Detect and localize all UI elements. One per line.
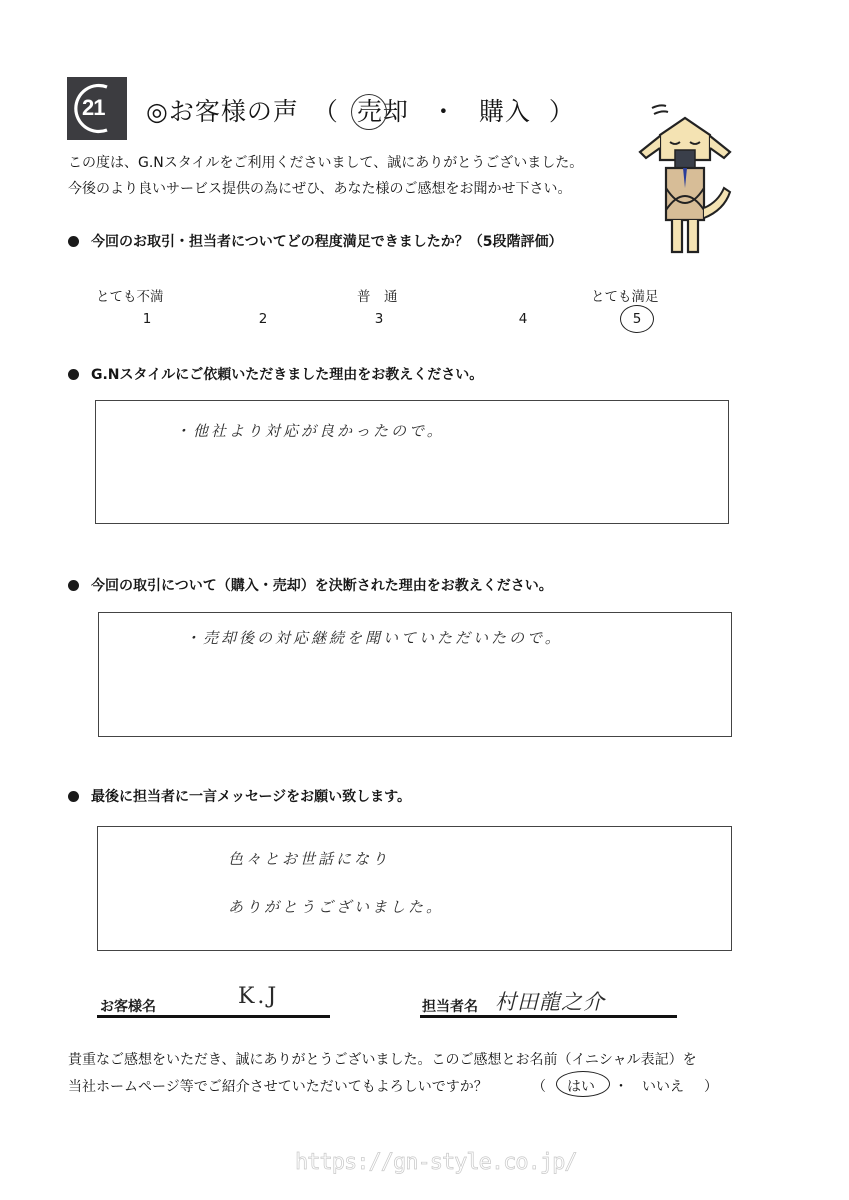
answer-1-text: ・他社より対応が良かったので。 [175,422,445,440]
consent-line-2: 当社ホームページ等でご紹介させていただいてもよろしいですか？ [68,1079,488,1095]
selected-circle-mark [351,94,387,130]
footer-url-watermark: https://gn-style.co.jp/ [295,1150,577,1175]
question-2-text: G.Nスタイルにご依頼いただきました理由をお教えください。 [91,367,484,383]
dog-mascot-bowing-icon [630,100,740,260]
question-1-text: 今回のお取引・担当者についてどの程度満足できましたか？（5段階評価） [91,234,563,250]
consent-no-option[interactable]: いいえ [642,1079,684,1095]
scale-mid-label: 普 通 [357,289,398,305]
staff-name-underline [420,1015,677,1018]
option-sell[interactable] [357,97,409,126]
consent-yes-option[interactable]: はい [567,1079,595,1095]
scale-option-1[interactable]: 1 [142,311,152,327]
century21-logo [67,77,127,140]
customer-name-underline [97,1015,330,1018]
title-paren-close: ） [548,97,575,126]
scale-option-2[interactable]: 2 [258,311,268,327]
option-sell-label: 売却 [356,97,409,126]
page-title [146,92,589,128]
answer-box-3[interactable] [97,826,732,951]
consent-line-1: 貴重なご感想をいただき、誠にありがとうございました。このご感想とお名前（イニシャル表記）を [68,1052,697,1068]
answer-2-text: ・売却後の対応継続を聞いていただいたので。 [185,629,563,647]
question-4-text: 最後に担当者に一言メッセージをお願い致します。 [91,789,412,805]
scale-option-5[interactable]: 5 [632,311,642,327]
consent-separator: ・ [614,1079,628,1095]
selected-rating-circle-mark [620,305,654,333]
question-3-text: 今回の取引について（購入・売却）を決断された理由をお教えください。 [91,578,553,594]
intro-line-1: この度は、G.Nスタイルをご利用くださいまして、誠にありがとうございました。 [68,155,584,171]
question-1-label [68,231,562,251]
title-separator: ・ [430,97,457,126]
scale-low-label: とても不満 [96,289,164,305]
option-buy[interactable]: 購入 [478,97,531,126]
scale-option-4[interactable]: 4 [518,311,528,327]
customer-name-label: お客様名 [100,999,156,1015]
answer-box-1[interactable] [95,400,729,524]
bullet-icon [68,236,79,247]
scale-high-label: とても満足 [591,289,659,305]
customer-name-value[interactable]: K.J [238,984,280,1009]
staff-name-value[interactable]: 村田龍之介 [495,990,605,1014]
title-prefix: ◎お客様の声 [146,97,299,126]
answer-3-line-1: 色々とお世話になり [228,850,391,868]
logo-text: 21 [82,95,105,120]
question-3-label [68,575,553,595]
title-paren-open: （ [312,97,339,126]
consent-paren-open: （ [532,1079,546,1095]
bullet-icon [68,791,79,802]
staff-name-label: 担当者名 [422,999,478,1015]
bullet-icon [68,580,79,591]
question-4-label [68,786,411,806]
scale-option-3[interactable]: 3 [374,311,384,327]
consent-selected-circle-mark [556,1071,610,1097]
intro-line-2: 今後のより良いサービス提供の為にぜひ、あなた様のご感想をお聞かせ下さい。 [68,181,572,197]
question-2-label [68,364,483,384]
answer-3-line-2: ありがとうございました。 [228,898,445,916]
bullet-icon [68,369,79,380]
consent-paren-close: ） [704,1079,718,1095]
